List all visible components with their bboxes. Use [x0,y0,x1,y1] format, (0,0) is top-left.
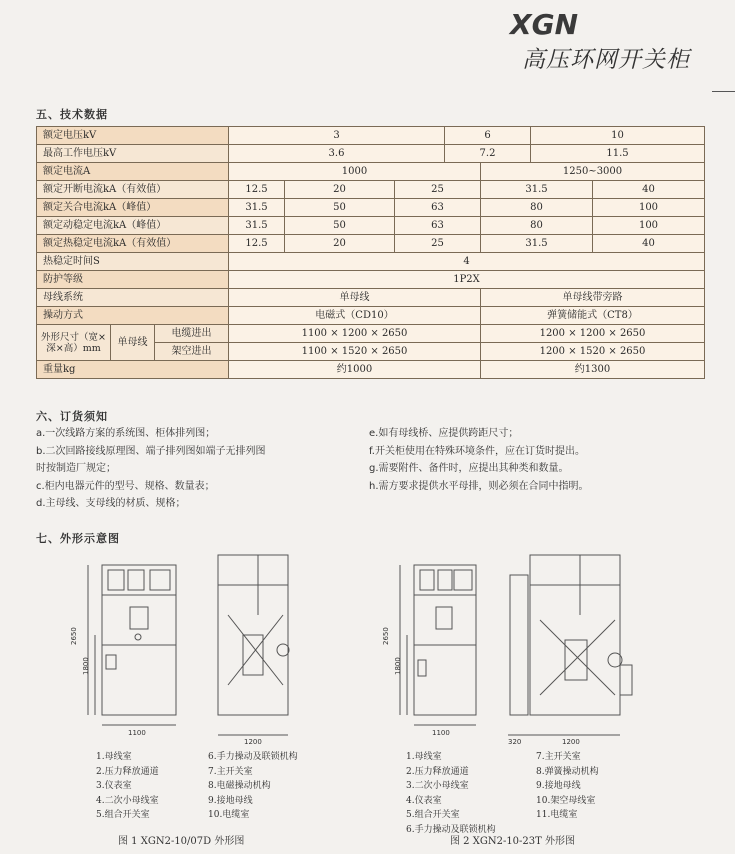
page-tab-mark [712,91,735,92]
order-notes-left [36,425,356,513]
model-name: XGN [510,8,579,41]
list-item: a.一次线路方案的系统图、柜体排列图； [36,428,216,439]
table-row: 架空进出 1100 × 1520 × 2650 1200 × 1520 × 2650 [37,343,705,361]
dim-height-door: 1800 [394,657,402,675]
list-item: 6.手力操动及联锁机构 [406,824,496,835]
table-row: 额定开断电流kA（有效值） 12.5 20 25 31.5 40 [37,181,705,199]
table-row: 重量kg 约1000 约1300 [37,361,705,379]
front-cabinet-outline [414,565,476,715]
list-item: d.主母线、支母线的材质、规格； [36,498,186,510]
table-row: 额定关合电流kA（峰值） 31.5 50 63 80 100 [37,199,705,217]
dim-height-door: 1800 [82,657,90,675]
list-item: 8.弹簧操动机构 [536,766,599,777]
list-item: 1.母线室 [96,752,132,762]
list-item: e.如有母线桥、应提供跨距尺寸； [369,428,519,439]
list-item: h.需方要求提供水平母排，则必须在合同中指明。 [369,480,589,492]
figure-1-legend-b [208,750,298,823]
table-row: 外形尺寸（宽×深×高）mm 单母线 电缆进出 1100 × 1200 × 2650 1200 × 1200 × 2650 [37,325,705,343]
section-order-heading: 六、订货须知 [36,410,108,423]
table-row: 额定动稳定电流kA（峰值） 31.5 50 63 80 100 [37,217,705,235]
list-item: 9.接地母线 [536,781,581,791]
list-item: 10.架空母线室 [536,795,596,806]
list-item: 7.主开关室 [208,766,253,777]
table-row: 额定热稳定电流kA（有效值） 12.5 20 25 31.5 40 [37,235,705,253]
table-row: 热稳定时间S 4 [37,253,705,271]
dim-width-front: 1100 [128,729,146,737]
dim-height-total: 2650 [382,627,390,645]
spec-table [36,126,705,379]
list-item: 8.电磁操动机构 [208,781,271,791]
list-item: g.需要附件、备件时，应提出其种类和数量。 [369,463,569,475]
figure-2-caption: 图 2 XGN2-10-23T 外形图 [450,836,575,847]
list-item: 1.母线室 [406,752,442,762]
figure-2-legend-a [406,750,496,837]
dim-width-bridge: 320 [508,738,522,746]
list-item: 6.手力操动及联锁机构 [208,752,298,762]
list-item: 7.主开关室 [536,752,581,762]
dim-width-front: 1100 [432,729,450,737]
figure-1-caption: 图 1 XGN2-10/07D 外形图 [118,836,245,847]
list-item: 9.接地母线 [208,795,253,806]
table-row: 额定电压kV 3 6 10 [37,127,705,145]
dim-height-total: 2650 [70,627,78,645]
dim-width-side: 1200 [244,738,262,746]
list-item: 2.压力释放通道 [406,766,469,777]
list-item: c.柜内电器元件的型号、规格、数量表； [36,480,215,492]
table-row: 母线系统 单母线 单母线带旁路 [37,289,705,307]
list-item: 2.压力释放通道 [96,766,159,777]
list-item: 10.电缆室 [208,810,250,820]
dim-width-side: 1200 [562,738,580,746]
figure-2-drawing [382,545,680,746]
list-item: 5.组合开关室 [406,810,460,820]
table-row: 最高工作电压kV 3.6 7.2 11.5 [37,145,705,163]
figure-1-drawing [70,545,338,746]
list-item: 11.电缆室 [536,810,578,820]
order-notes-right [369,425,709,495]
section-tech-heading: 五、技术数据 [36,108,108,121]
table-row: 操动方式 电磁式（CD10） 弹簧储能式（CT8） [37,307,705,325]
table-row: 防护等级 1P2X [37,271,705,289]
list-item: 3.仪表室 [96,781,132,791]
list-item: b.二次回路接线原理图、端子排列图如端子无排列图 [36,445,266,457]
figure-1-legend-a [96,750,159,823]
brand-header [470,8,690,74]
list-item: 4.仪表室 [406,795,442,806]
figure-2-legend-b [536,750,599,823]
table-row: 额定电流A 1000 1250~3000 [37,163,705,181]
list-item: 时按制造厂规定； [36,463,116,475]
list-item: 3.二次小母线室 [406,781,469,791]
section-outline-heading: 七、外形示意图 [36,532,120,545]
list-item: 4.二次小母线室 [96,795,159,806]
product-title: 高压环网开关柜 [522,47,690,73]
list-item: f.开关柜使用在特殊环境条件，应在订货时提出。 [369,445,585,457]
list-item: 5.组合开关室 [96,810,150,820]
